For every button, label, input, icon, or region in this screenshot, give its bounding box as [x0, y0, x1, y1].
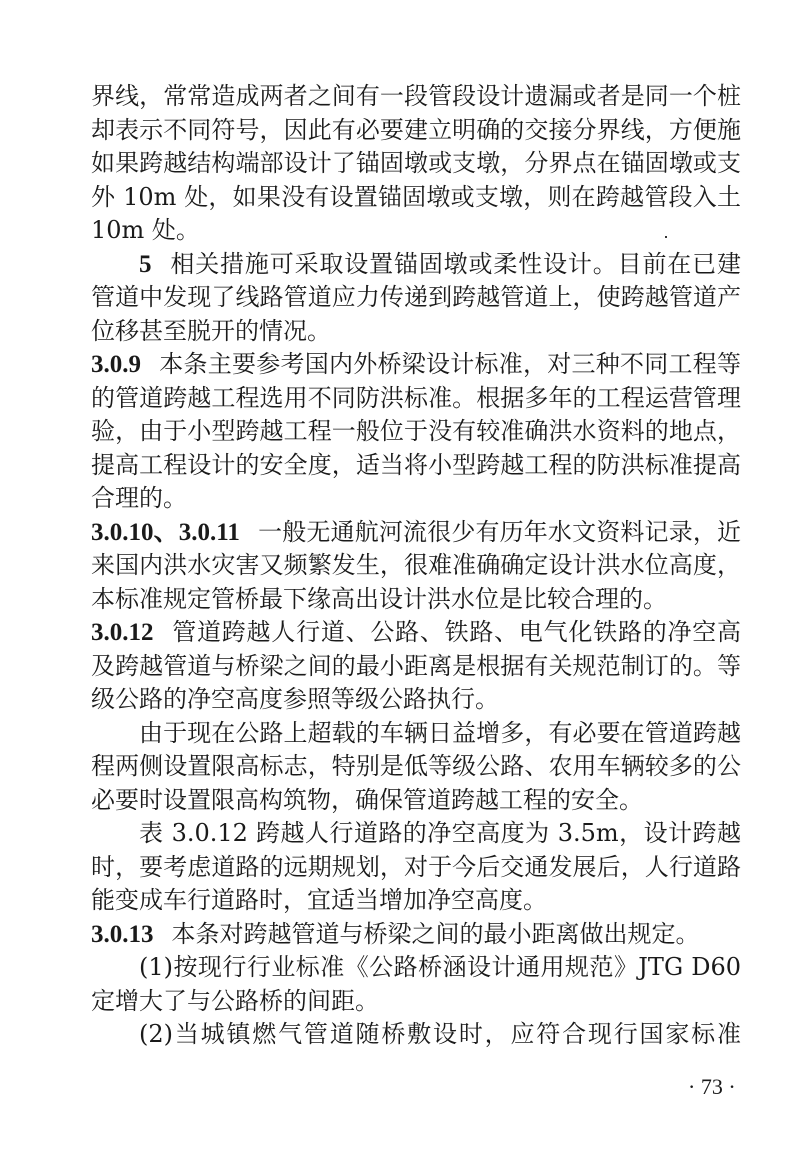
text-line [91, 717, 741, 751]
line-text: 界线，常常造成两者之间有一段管段设计遗漏或者是同一个桩 [91, 82, 741, 110]
line-text: 时，要考虑道路的远期规划，对于今后交通发展后，人行道路 [91, 852, 741, 881]
line-text: 必要时设置限高构筑物，确保管道跨越工程的安全。 [91, 785, 643, 814]
document-body [91, 80, 741, 1052]
line-text: 合理的。 [91, 484, 187, 512]
text-line [91, 516, 741, 550]
text-line [91, 147, 741, 181]
line-text: (2)当城镇燃气管道随桥敷设时，应符合现行国家标准 [139, 1020, 741, 1048]
text-line [91, 80, 741, 114]
text-line [91, 281, 741, 315]
line-text: 相关措施可采取设置锚固墩或柔性设计。目前在已建 [169, 249, 741, 278]
line-text: 定增大了与公路桥的间距。 [91, 986, 379, 1015]
clause-number: 3.0.13 [91, 920, 154, 948]
text-line [91, 449, 741, 483]
text-line [91, 1018, 741, 1052]
text-line [91, 616, 741, 650]
text-line [91, 114, 741, 148]
line-text: 及跨越管道与桥梁之间的最小距离是根据有关规范制订的。等 [91, 651, 741, 680]
line-text: 表 3.0.12 跨越人行道路的净空高度为 3.5m，设计跨越 [139, 819, 741, 847]
clause-number: 3.0.10、3.0.11 [91, 518, 240, 546]
line-text: 管道中发现了线路管道应力传递到跨越管道上，使跨越管道产 [91, 283, 741, 311]
text-line [91, 817, 741, 851]
text-line [91, 650, 741, 684]
text-line [91, 884, 741, 918]
text-line [91, 683, 741, 717]
text-line [91, 382, 741, 416]
line-text: 一般无通航河流很少有历年水文资料记录，近 [257, 517, 741, 546]
text-line [91, 415, 741, 449]
clause-number: 3.0.12 [91, 619, 154, 646]
line-text: 级公路的净空高度参照等级公路执行。 [91, 685, 499, 713]
text-line [91, 583, 741, 617]
page-number: · 73 · [688, 1074, 736, 1099]
line-text: 如果跨越结构端部设计了锚固墩或支墩，分界点在锚固墩或支 [91, 149, 741, 177]
text-line [91, 951, 741, 985]
line-text: 外 10m 处，如果没有设置锚固墩或支墩，则在跨越管段入土 [91, 182, 741, 211]
line-text: 提高工程设计的安全度，适当将小型跨越工程的防洪标准提高 [91, 450, 741, 479]
text-line [91, 248, 741, 282]
line-text: 本条对跨越管道与桥梁之间的最小距离做出规定。 [171, 919, 700, 948]
text-line [91, 482, 741, 516]
text-line [91, 918, 741, 952]
text-line [91, 214, 741, 248]
line-text: 由于现在公路上超载的车辆日益增多，有必要在管道跨越 [139, 718, 741, 747]
text-line [91, 851, 741, 885]
line-text: 本标准规定管桥最下缘高出设计洪水位是比较合理的。 [91, 584, 667, 613]
line-text: 验，由于小型跨越工程一般位于没有较准确洪水资料的地点， [91, 417, 741, 445]
line-text: (1)按现行行业标准《公路桥涵设计通用规范》JTG D60 [139, 953, 741, 981]
line-text: 本条主要参考国内外桥梁设计标准，对三种不同工程等 [159, 350, 741, 378]
line-text: 却表示不同符号，因此有必要建立明确的交接分界线，方便施 [91, 115, 741, 144]
line-text: 位移甚至脱开的情况。 [91, 316, 331, 345]
line-text: 能变成车行道路时，宜适当增加净空高度。 [91, 886, 547, 914]
line-text: 来国内洪水灾害又频繁发生，很难准确确定设计洪水位高度， [91, 551, 741, 579]
line-text: 10m 处。 [91, 216, 200, 244]
line-text: 程两侧设置限高标志，特别是低等级公路、农用车辆较多的公 [91, 752, 741, 780]
scan-speck [665, 236, 667, 238]
text-line [91, 315, 741, 349]
text-line [91, 784, 741, 818]
text-line [91, 181, 741, 215]
text-line [91, 549, 741, 583]
clause-number: 3.0.9 [91, 351, 141, 378]
clause-number: 5 [139, 250, 152, 278]
line-text: 管道跨越人行道、公路、铁路、电气化铁路的净空高 [171, 618, 741, 646]
line-text: 的管道跨越工程选用不同防洪标准。根据多年的工程运营管理 [91, 383, 741, 412]
text-line [91, 348, 741, 382]
text-line [91, 985, 741, 1019]
text-line [91, 750, 741, 784]
